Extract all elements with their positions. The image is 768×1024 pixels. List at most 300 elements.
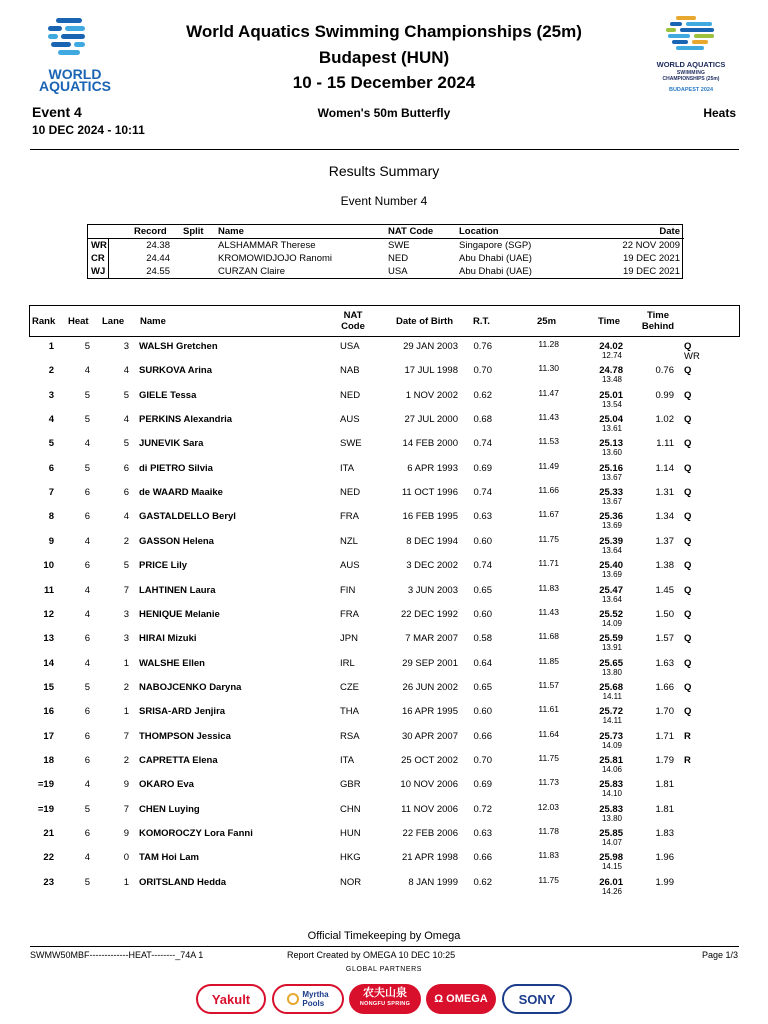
omega-logo: Ω OMEGA xyxy=(426,984,496,1014)
result-time: 25.39 xyxy=(599,535,623,547)
table-row xyxy=(0,655,768,679)
result-name: WALSHE Ellen xyxy=(139,657,205,669)
result-split-25m: 11.49 xyxy=(538,460,559,471)
result-dob: 22 DEC 1992 xyxy=(400,608,458,620)
result-rank: 5 xyxy=(48,438,54,450)
result-dob: 7 MAR 2007 xyxy=(405,633,458,645)
result-time: 25.59 xyxy=(599,633,623,645)
result-split-25m: 11.68 xyxy=(538,631,559,642)
record-holder: KROMOWIDJOJO Ranomi xyxy=(218,253,333,264)
partners-label: GLOBAL PARTNERS xyxy=(345,966,423,973)
result-split-25m: 11.75 xyxy=(538,533,559,544)
result-nat: NAB xyxy=(340,365,360,377)
result-dob: 16 FEB 1995 xyxy=(402,511,458,523)
result-dob: 25 OCT 2002 xyxy=(401,754,458,766)
result-name: KOMOROCZY Lora Fanni xyxy=(139,828,253,839)
result-time-behind: 1.02 xyxy=(655,414,674,426)
result-name: SRISA-ARD Jenjira xyxy=(139,706,226,718)
result-nat: CZE xyxy=(340,681,359,693)
table-row xyxy=(0,874,768,898)
result-split-50m: 14.15 xyxy=(601,862,622,872)
world-aquatics-logo-text-1: WORLD xyxy=(48,66,102,82)
result-nat: THA xyxy=(340,706,359,718)
result-reaction-time: 0.66 xyxy=(473,852,492,864)
result-heat: 5 xyxy=(84,876,90,888)
result-dob: 8 DEC 1994 xyxy=(406,535,458,547)
result-time-behind: 1.45 xyxy=(655,584,674,596)
record-time: 24.44 xyxy=(146,253,170,264)
result-dob: 30 APR 2007 xyxy=(402,730,458,742)
record-time: 24.38 xyxy=(146,240,170,251)
championship-logo-text-3: CHAMPIONSHIPS (25m) xyxy=(662,76,720,82)
result-reaction-time: 0.74 xyxy=(473,438,492,450)
result-lane: 0 xyxy=(123,852,129,864)
result-split-25m: 11.43 xyxy=(538,412,559,423)
record-type: WJ xyxy=(91,266,106,277)
result-nat: FRA xyxy=(340,511,359,523)
result-lane: 6 xyxy=(123,462,129,474)
result-lane: 9 xyxy=(123,828,129,839)
page-number: Page 1/3 xyxy=(701,950,738,960)
table-row xyxy=(0,508,768,532)
table-row xyxy=(0,435,768,459)
result-time-behind: 1.37 xyxy=(655,535,674,547)
table-row xyxy=(0,630,768,654)
result-dob: 27 JUL 2000 xyxy=(404,414,458,426)
result-time: 25.83 xyxy=(599,779,623,791)
result-rank: 11 xyxy=(43,584,54,596)
result-split-50m: 13.80 xyxy=(601,667,622,677)
results-header-heat: Heat xyxy=(68,316,89,327)
table-row xyxy=(0,460,768,484)
result-heat: 4 xyxy=(84,365,90,377)
result-qualification: Q xyxy=(684,706,692,718)
result-nat: NZL xyxy=(340,535,358,547)
result-nat: FIN xyxy=(340,584,356,596)
record-row xyxy=(88,266,684,279)
result-split-50m: 13.91 xyxy=(601,643,622,653)
result-split-25m: 11.73 xyxy=(538,777,559,788)
result-lane: 4 xyxy=(123,365,129,377)
result-heat: 4 xyxy=(84,852,90,864)
nongfu-spring-logo xyxy=(349,984,421,1014)
nongfu-chinese-text: 农夫山泉 xyxy=(363,987,407,999)
world-aquatics-logo xyxy=(30,14,120,94)
result-split-25m: 11.47 xyxy=(538,387,559,398)
records-header-split: Split xyxy=(183,226,204,237)
event-round: Heats xyxy=(703,106,736,120)
result-name: di PIETRO Silvia xyxy=(139,462,213,474)
result-time-behind: 1.96 xyxy=(655,852,674,864)
result-time: 25.72 xyxy=(599,706,623,718)
result-time-behind: 1.66 xyxy=(655,681,674,693)
records-header-record: Record xyxy=(134,226,167,237)
result-split-50m: 14.06 xyxy=(601,764,622,774)
result-reaction-time: 0.65 xyxy=(473,584,492,596)
result-reaction-time: 0.72 xyxy=(473,803,492,815)
result-lane: 4 xyxy=(123,414,129,426)
result-rank: 3 xyxy=(48,389,54,401)
result-rank: 23 xyxy=(43,876,54,888)
result-name: GASTALDELLO Beryl xyxy=(139,511,236,523)
result-split-50m: 12.74 xyxy=(601,351,622,360)
result-time-behind: 1.70 xyxy=(655,706,674,718)
record-row xyxy=(88,240,684,253)
result-split-25m: 11.75 xyxy=(538,752,559,763)
report-created: Report Created by OMEGA 10 DEC 10:25 xyxy=(287,950,456,960)
result-split-50m: 13.67 xyxy=(601,497,622,507)
result-heat: 5 xyxy=(84,341,90,352)
table-row xyxy=(0,411,768,435)
result-heat: 6 xyxy=(84,560,90,572)
result-name: GASSON Helena xyxy=(139,535,214,547)
result-time: 25.65 xyxy=(599,657,623,669)
result-time: 25.36 xyxy=(599,511,623,523)
result-name: SURKOVA Arina xyxy=(139,365,213,377)
record-type: WR xyxy=(91,240,107,251)
myrtha-pools-logo xyxy=(272,984,344,1014)
table-row xyxy=(0,849,768,873)
result-name: THOMPSON Jessica xyxy=(139,730,231,742)
result-nat: NOR xyxy=(340,876,362,888)
result-dob: 6 APR 1993 xyxy=(407,462,458,474)
result-split-50m: 14.09 xyxy=(601,740,622,750)
table-row xyxy=(0,825,768,849)
myrtha-text-2: Pools xyxy=(302,999,325,1008)
result-split-25m: 12.03 xyxy=(537,801,559,812)
result-name: OKARO Eva xyxy=(139,779,194,791)
result-heat: 4 xyxy=(84,608,90,620)
result-split-50m: 13.80 xyxy=(601,813,622,823)
result-qualification: Q xyxy=(684,608,692,620)
result-dob: 11 OCT 1996 xyxy=(401,487,458,499)
results-header-nat-2: Code xyxy=(341,321,365,332)
result-time: 25.40 xyxy=(599,560,623,572)
result-qualification: R xyxy=(684,730,691,742)
result-nat: IRL xyxy=(340,657,355,669)
result-lane: 3 xyxy=(123,608,129,620)
result-qualification: Q xyxy=(684,438,692,450)
records-header-name: Name xyxy=(218,226,244,237)
yakult-logo: Yakult xyxy=(196,984,266,1014)
result-dob: 8 JAN 1999 xyxy=(408,876,458,888)
result-nat: AUS xyxy=(340,414,360,426)
result-time: 25.85 xyxy=(599,828,623,839)
result-heat: 6 xyxy=(84,633,90,645)
record-nat: SWE xyxy=(388,240,410,251)
result-qualification: Q xyxy=(684,341,692,352)
result-time: 25.47 xyxy=(599,584,623,596)
result-name: CHEN Luying xyxy=(139,803,200,815)
result-dob: 3 JUN 2003 xyxy=(407,584,458,596)
result-qualification: Q xyxy=(684,389,692,401)
result-nat: GBR xyxy=(340,779,361,791)
table-row xyxy=(0,801,768,825)
result-split-25m: 11.83 xyxy=(538,850,559,861)
result-time-behind: 1.83 xyxy=(655,828,674,839)
result-rank: 13 xyxy=(43,633,54,645)
result-time: 25.68 xyxy=(599,681,623,693)
championship-logo-text-4: BUDAPEST 2024 xyxy=(668,87,714,93)
record-nat: USA xyxy=(388,266,408,277)
result-split-25m: 11.53 xyxy=(538,436,559,447)
result-dob: 11 NOV 2006 xyxy=(401,803,458,815)
result-split-25m: 11.75 xyxy=(538,874,559,885)
record-holder: CURZAN Claire xyxy=(218,266,286,277)
result-lane: 5 xyxy=(123,560,129,572)
world-aquatics-logo-text-2: AQUATICS xyxy=(38,78,112,94)
result-time: 25.52 xyxy=(599,608,623,620)
records-header-nat: NAT Code xyxy=(388,226,434,237)
sony-logo: SONY xyxy=(502,984,572,1014)
results-header-nat xyxy=(340,310,366,332)
event-name: Women's 50m Butterfly xyxy=(317,106,451,120)
result-name: NABOJCENKO Daryna xyxy=(139,681,242,693)
result-qualification: Q xyxy=(684,584,692,596)
result-lane: 5 xyxy=(123,389,129,401)
result-heat: 4 xyxy=(84,584,90,596)
result-dob: 29 JAN 2003 xyxy=(403,341,458,352)
results-header-rt: R.T. xyxy=(473,316,490,327)
result-split-25m: 11.30 xyxy=(538,363,559,374)
results-header-nat-1: NAT xyxy=(343,310,363,321)
result-rank: 15 xyxy=(43,681,54,693)
table-row xyxy=(0,557,768,581)
championship-logo-text-1: WORLD AQUATICS xyxy=(656,60,726,69)
results-header-behind xyxy=(638,310,678,332)
result-heat: 6 xyxy=(84,511,90,523)
result-nat: ITA xyxy=(340,754,355,766)
table-row xyxy=(0,533,768,557)
result-reaction-time: 0.70 xyxy=(473,365,492,377)
result-split-25m: 11.83 xyxy=(538,582,559,593)
result-time-behind: 1.81 xyxy=(655,803,674,815)
record-date: 19 DEC 2021 xyxy=(622,266,680,277)
result-split-25m: 11.71 xyxy=(538,558,559,569)
result-dob: 21 APR 1998 xyxy=(402,852,458,864)
result-reaction-time: 0.58 xyxy=(473,633,492,645)
records-header-date: Date xyxy=(659,226,680,237)
header-divider xyxy=(30,149,739,150)
result-qualification: Q xyxy=(684,681,692,693)
result-qualification: Q xyxy=(684,535,692,547)
result-name: CAPRETTA Elena xyxy=(139,754,218,766)
result-time-behind: 0.76 xyxy=(655,365,674,377)
table-row xyxy=(0,387,768,411)
result-dob: 17 JUL 1998 xyxy=(404,365,458,377)
result-time: 25.01 xyxy=(599,389,623,401)
result-rank: 7 xyxy=(48,487,54,499)
result-name: WALSH Gretchen xyxy=(139,341,218,352)
table-row xyxy=(0,582,768,606)
result-qualification: R xyxy=(684,754,691,766)
result-dob: 29 SEP 2001 xyxy=(402,657,458,669)
result-dob: 14 FEB 2000 xyxy=(402,438,458,450)
result-heat: 4 xyxy=(84,779,90,791)
result-name: PERKINS Alexandria xyxy=(139,414,233,426)
result-split-50m: 13.64 xyxy=(601,594,622,604)
result-reaction-time: 0.63 xyxy=(473,828,492,839)
result-reaction-time: 0.69 xyxy=(473,462,492,474)
results-header-dob: Date of Birth xyxy=(396,316,453,327)
result-nat: AUS xyxy=(340,560,360,572)
result-qualification: Q xyxy=(684,511,692,523)
result-qualification: Q xyxy=(684,365,692,377)
result-lane: 4 xyxy=(123,511,129,523)
result-rank: 12 xyxy=(43,608,54,620)
result-name: PRICE Lily xyxy=(139,560,188,572)
result-time: 25.81 xyxy=(599,754,623,766)
result-rank: =19 xyxy=(37,803,54,815)
table-row xyxy=(0,338,768,362)
record-row xyxy=(88,253,684,266)
result-name: de WAARD Maaike xyxy=(139,487,223,499)
results-header-behind-2: Behind xyxy=(641,321,675,332)
result-heat: 5 xyxy=(84,803,90,815)
result-lane: 2 xyxy=(123,535,129,547)
result-rank: 4 xyxy=(48,414,54,426)
table-row xyxy=(0,679,768,703)
result-rank: 6 xyxy=(48,462,54,474)
result-rank: 22 xyxy=(43,852,54,864)
result-rank: =19 xyxy=(37,779,54,791)
result-reaction-time: 0.68 xyxy=(473,414,492,426)
record-type: CR xyxy=(91,253,105,264)
summary-subtitle: Event Number 4 xyxy=(340,194,428,208)
nongfu-english-text: NONGFU SPRING xyxy=(359,1001,411,1007)
result-nat: NED xyxy=(340,487,361,499)
result-name: LAHTINEN Laura xyxy=(139,584,216,596)
result-name: HIRAI Mizuki xyxy=(139,633,197,645)
result-nat: JPN xyxy=(340,633,358,645)
result-time: 25.83 xyxy=(599,803,623,815)
result-heat: 6 xyxy=(84,730,90,742)
result-time: 25.04 xyxy=(599,414,623,426)
result-rank: 1 xyxy=(48,341,54,352)
result-dob: 10 NOV 2006 xyxy=(400,779,458,791)
result-time: 25.33 xyxy=(599,487,623,499)
result-reaction-time: 0.62 xyxy=(473,389,492,401)
result-heat: 5 xyxy=(84,414,90,426)
result-time-behind: 1.14 xyxy=(655,462,674,474)
result-reaction-time: 0.74 xyxy=(473,487,492,499)
result-reaction-time: 0.65 xyxy=(473,681,492,693)
result-lane: 1 xyxy=(123,657,129,669)
result-time-behind: 1.31 xyxy=(655,487,674,499)
result-heat: 6 xyxy=(84,487,90,499)
result-reaction-time: 0.64 xyxy=(473,657,492,669)
championship-dates: 10 - 15 December 2024 xyxy=(292,73,476,92)
record-nat: NED xyxy=(388,253,409,264)
result-split-50m: 13.69 xyxy=(601,521,622,531)
result-time-behind: 1.99 xyxy=(655,876,674,888)
result-dob: 22 FEB 2006 xyxy=(402,828,458,839)
table-row xyxy=(0,728,768,752)
table-row xyxy=(0,484,768,508)
result-split-50m: 13.61 xyxy=(601,424,622,434)
result-reaction-time: 0.62 xyxy=(473,876,492,888)
result-dob: 26 JUN 2002 xyxy=(402,681,458,693)
myrtha-text-1: Myrtha xyxy=(302,990,329,999)
results-header-rank: Rank xyxy=(32,316,56,327)
result-nat: USA xyxy=(340,341,360,352)
result-time: 25.16 xyxy=(599,462,623,474)
result-heat: 5 xyxy=(84,681,90,693)
result-reaction-time: 0.60 xyxy=(473,608,492,620)
record-location: Abu Dhabi (UAE) xyxy=(459,266,532,277)
result-time-behind: 1.71 xyxy=(655,730,674,742)
result-split-50m: 13.69 xyxy=(601,570,622,580)
result-time: 24.78 xyxy=(599,365,623,377)
result-split-25m: 11.64 xyxy=(538,728,559,739)
result-lane: 3 xyxy=(123,633,129,645)
result-split-50m: 13.48 xyxy=(601,375,622,385)
result-time: 24.02 xyxy=(599,341,623,352)
result-qualification: Q xyxy=(684,487,692,499)
result-name: TAM Hoi Lam xyxy=(139,852,199,864)
result-reaction-time: 0.70 xyxy=(473,754,492,766)
result-nat: ITA xyxy=(340,462,355,474)
result-time-behind: 1.38 xyxy=(655,560,674,572)
result-rank: 17 xyxy=(43,730,54,742)
record-date: 19 DEC 2021 xyxy=(622,253,680,264)
result-name: JUNEVIK Sara xyxy=(139,438,204,450)
record-location: Abu Dhabi (UAE) xyxy=(459,253,532,264)
result-nat: RSA xyxy=(340,730,360,742)
result-name: GIELE Tessa xyxy=(139,389,197,401)
result-split-25m: 11.43 xyxy=(538,606,559,617)
result-split-25m: 11.85 xyxy=(538,655,559,666)
result-split-25m: 11.67 xyxy=(538,509,559,520)
result-heat: 5 xyxy=(84,389,90,401)
result-lane: 7 xyxy=(123,730,129,742)
result-time-behind: 1.81 xyxy=(655,779,674,791)
results-header-name: Name xyxy=(140,316,166,327)
records-table xyxy=(87,224,683,279)
result-time-behind: 0.99 xyxy=(655,389,674,401)
result-time-behind: 1.79 xyxy=(655,754,674,766)
championship-venue: Budapest (HUN) xyxy=(318,48,450,67)
result-rank: 14 xyxy=(43,657,54,669)
result-reaction-time: 0.69 xyxy=(473,779,492,791)
event-datetime: 10 DEC 2024 - 10:11 xyxy=(32,123,145,137)
result-time-behind: 1.34 xyxy=(655,511,674,523)
result-split-50m: 14.26 xyxy=(601,886,622,896)
result-rank: 9 xyxy=(48,535,54,547)
result-split-50m: 13.54 xyxy=(601,399,622,409)
event-number: Event 4 xyxy=(32,104,82,120)
result-time: 26.01 xyxy=(599,876,623,888)
result-heat: 6 xyxy=(84,706,90,718)
result-lane: 1 xyxy=(123,706,129,718)
result-split-25m: 11.28 xyxy=(538,339,559,349)
timekeeping-note: Official Timekeeping by Omega xyxy=(307,930,461,942)
result-dob: 16 APR 1995 xyxy=(402,706,458,718)
result-nat: SWE xyxy=(340,438,362,450)
championship-title: World Aquatics Swimming Championships (25m) xyxy=(186,22,582,41)
result-rank: 18 xyxy=(43,754,54,766)
result-split-25m: 11.57 xyxy=(538,679,559,690)
table-row xyxy=(0,752,768,776)
result-split-50m: 14.11 xyxy=(602,716,622,726)
result-split-50m: 13.64 xyxy=(601,545,622,555)
table-row xyxy=(0,776,768,800)
result-time-behind: 1.57 xyxy=(655,633,674,645)
result-dob: 3 DEC 2002 xyxy=(406,560,458,572)
result-lane: 7 xyxy=(123,803,129,815)
result-record: WR xyxy=(684,351,700,362)
result-split-25m: 11.78 xyxy=(538,826,559,836)
